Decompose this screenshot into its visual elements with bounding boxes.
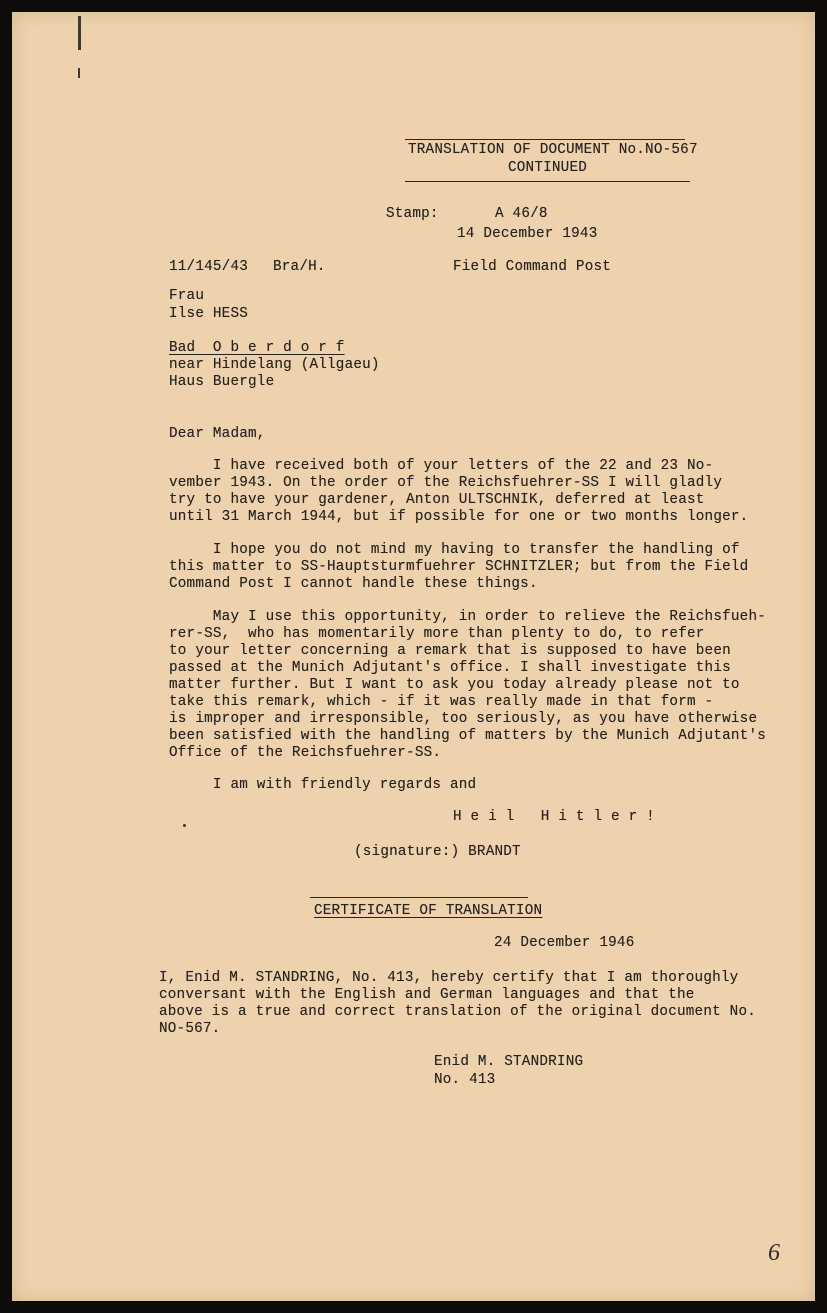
addressee-region: near Hindelang (Allgaeu) (169, 357, 380, 373)
paragraph-line: Office of the Reichsfuehrer-SS. (169, 745, 442, 761)
paragraph-line: May I use this opportunity, in order to relieve the Reichsfueh- (169, 609, 767, 625)
sender-place: Field Command Post (453, 259, 612, 275)
paragraph-line: been satisfied with the handling of matters by the Munich Adjutant's (169, 728, 767, 744)
certificate-line: I, Enid M. STANDRING, No. 413, hereby certify that I am thoroughly (159, 970, 739, 986)
certificate-overline (310, 897, 528, 898)
certificate-line: conversant with the English and German languages and that the (159, 987, 695, 1003)
stamp-number: A 46/8 (495, 206, 548, 222)
certificate-line: NO-567. (159, 1021, 221, 1037)
stamp-date: 14 December 1943 (457, 226, 598, 242)
binding-mark (78, 68, 80, 78)
ink-dot (183, 824, 186, 827)
document-title: TRANSLATION OF DOCUMENT No.NO-567 (408, 142, 698, 158)
addressee-name: Ilse HESS (169, 306, 249, 322)
paragraph-line: I have received both of your letters of the 22 and 23 No- (169, 458, 714, 474)
certifier-name: Enid M. STANDRING (434, 1054, 584, 1070)
addressee-town: Bad O b e r d o r f (169, 340, 345, 356)
file-initials: Bra/H. (273, 259, 326, 275)
title-overline (405, 139, 685, 140)
paragraph-line: Command Post I cannot handle these things. (169, 576, 538, 592)
document-page (12, 12, 815, 1301)
binding-mark (78, 16, 81, 50)
addressee-title: Frau (169, 288, 205, 304)
paragraph-line: passed at the Munich Adjutant's office. I shall investigate this (169, 660, 731, 676)
paragraph-line: matter further. But I want to ask you today already please not to (169, 677, 740, 693)
certifier-number: No. 413 (434, 1072, 496, 1088)
stamp-label: Stamp: (386, 206, 439, 222)
paragraph-line: I hope you do not mind my having to transfer the handling of (169, 542, 740, 558)
page-number: 6 (768, 1240, 780, 1266)
paragraph-line: take this remark, which - if it was really made in that form - (169, 694, 714, 710)
paragraph-line: to your letter concerning a remark that is supposed to have been (169, 643, 731, 659)
addressee-house: Haus Buergle (169, 374, 275, 390)
greeting: H e i l H i t l e r ! (453, 809, 655, 825)
paragraph-line: this matter to SS-Hauptsturmfuehrer SCHNITZLER; but from the Field (169, 559, 749, 575)
certificate-date: 24 December 1946 (494, 935, 635, 951)
salutation: Dear Madam, (169, 426, 266, 442)
file-number: 11/145/43 (169, 259, 249, 275)
paragraph-line: is improper and irresponsible, too seriously, as you have otherwise (169, 711, 758, 727)
paragraph-line: try to have your gardener, Anton ULTSCHNIK, deferred at least (169, 492, 705, 508)
paragraph-line: until 31 March 1944, but if possible for one or two months longer. (169, 509, 749, 525)
signature: (signature:) BRANDT (354, 844, 521, 860)
paragraph-line: rer-SS, who has momentarily more than plenty to do, to refer (169, 626, 705, 642)
document-subtitle: CONTINUED (508, 160, 588, 176)
certificate-title: CERTIFICATE OF TRANSLATION (314, 903, 543, 919)
title-underline (405, 181, 690, 182)
certificate-line: above is a true and correct translation of the original document No. (159, 1004, 757, 1020)
paragraph-line: vember 1943. On the order of the Reichsfuehrer-SS I will gladly (169, 475, 723, 491)
closing: I am with friendly regards and (169, 777, 477, 793)
